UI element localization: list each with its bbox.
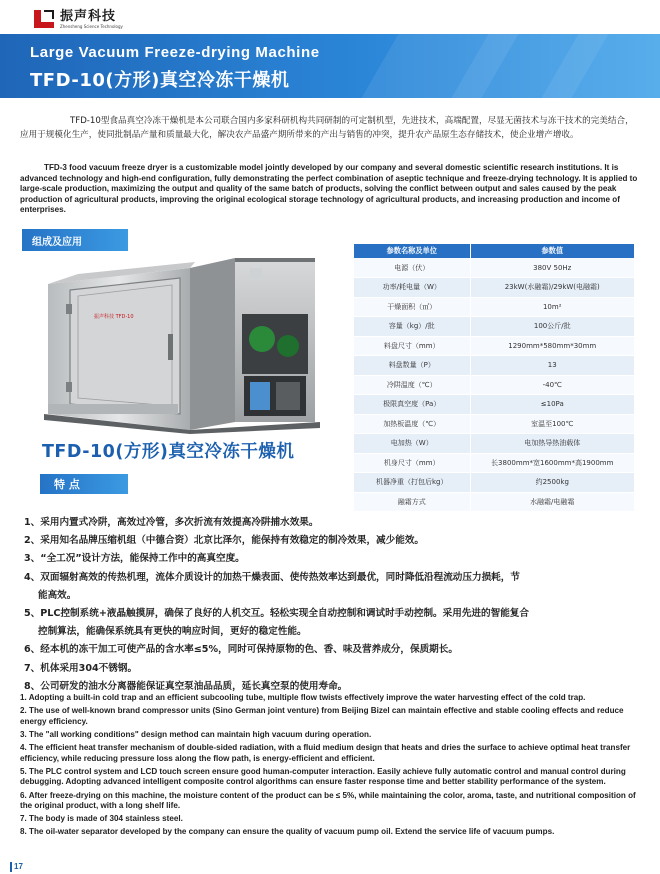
page-number: 17 <box>14 862 23 871</box>
table-row <box>354 473 634 493</box>
spec-value: 13 <box>470 356 634 376</box>
features-list-en <box>20 693 644 841</box>
section-tag-composition: 组成及应用 <box>22 229 128 251</box>
spec-param: 融霜方式 <box>354 492 470 512</box>
table-row <box>354 297 634 317</box>
feature-item-cn: 4、双面辐射高效的传热机理，流体介质设计的加热干燥表面、使传热效率达到最优，同时降低沿程流动压力损耗，节 <box>24 571 520 583</box>
spec-param: 机身尺寸（mm） <box>354 453 470 473</box>
table-row <box>354 414 634 434</box>
table-row <box>354 453 634 473</box>
table-row <box>354 336 634 356</box>
spec-header-param: 参数名称及单位 <box>354 244 470 258</box>
feature-item-en: 4. The efficient heat transfer mechanism of double-sided radiation, with a fluid medium design that heats and dries the surface to achieve optimal heat transfer efficiency, while reducing pressure loss along the flow path, is energy-efficient and efficient. <box>20 742 631 763</box>
spec-value: 100公斤/批 <box>470 317 634 337</box>
logo-name-cn: 振声科技 <box>60 8 117 24</box>
spec-param: 极限真空度（Pa） <box>354 395 470 415</box>
spec-value: 电加热导热油载体 <box>470 434 634 454</box>
spec-param: 功率/耗电量（W） <box>354 278 470 298</box>
spec-header-value: 参数值 <box>470 244 634 258</box>
feature-item-en: 8. The oil-water separator developed by the company can ensure the quality of vacuum pump oil. Extend the service life of vacuum pumps. <box>20 827 555 837</box>
model-title: TFD-10(方形)真空冷冻干燥机 <box>42 442 295 462</box>
feature-item-cn: 2、采用知名品牌压缩机组（中德合资）北京比泽尔，能保持有效稳定的制冷效果，减少能效。 <box>24 535 425 547</box>
spec-value: -40℃ <box>470 375 634 395</box>
spec-value: 380V 50Hz <box>470 258 634 278</box>
spec-value: 1290mm*580mm*30mm <box>470 336 634 356</box>
spec-header-row <box>354 244 634 258</box>
feature-item-en: 2. The use of well-known brand compressor units (Sino German joint venture) from Beijing Bizel can maintain effective and stable cooling effects and reduce energy efficiency. <box>20 706 624 726</box>
feature-item-en: 7. The body is made of 304 stainless steel. <box>20 814 183 824</box>
spec-table <box>354 244 634 512</box>
feature-item-cn: 5、PLC控制系统+液晶触摸屏，确保了良好的人机交互。轻松实现全自动控制和调试时手动控制。采用先进的智能复合 <box>24 608 529 620</box>
feature-item-cn-cont: 能高效。 <box>38 589 77 601</box>
spec-param: 干燥面积（㎡） <box>354 297 470 317</box>
feature-item-cn: 3、“全工况”设计方法，能保持工作中的高真空度。 <box>24 553 245 565</box>
feature-item-cn: 6、经本机的冻干加工可使产品的含水率≤5%，同时可保持原物的色、香、味及营养成分，保质期长。 <box>24 644 458 656</box>
features-list-cn <box>24 514 644 696</box>
spec-param: 料盘尺寸（mm） <box>354 336 470 356</box>
feature-item-en: 1. Adopting a built-in cold trap and an efficient subcooling tube, multiple flow twists effectively improve the water harvesting effect of the cold trap. <box>20 693 586 702</box>
feature-item-cn: 8、公司研发的油水分离器能保证真空泵油品品质，延长真空泵的使用寿命。 <box>24 680 348 692</box>
spec-param: 电源（伏） <box>354 258 470 278</box>
page-number-bar <box>10 862 12 872</box>
banner-title-cn: TFD-10(方形)真空冷冻干燥机 <box>30 70 290 91</box>
company-logo <box>34 6 123 32</box>
spec-param: 电加热（W） <box>354 434 470 454</box>
feature-item-cn: 7、机体采用304不锈钢。 <box>24 662 138 674</box>
freeze-dryer-machine-image <box>30 254 330 434</box>
table-row <box>354 375 634 395</box>
spec-value: 长3800mm*宽1600mm*高1900mm <box>470 453 634 473</box>
table-row <box>354 258 634 278</box>
banner-title-en: Large Vacuum Freeze-drying Machine <box>30 44 320 61</box>
table-row <box>354 434 634 454</box>
feature-item-cn: 1、采用内置式冷阱，高效过冷管，多次折流有效提高冷阱捕水效果。 <box>24 517 319 528</box>
title-banner <box>0 34 660 98</box>
spec-param: 冷阱温度（℃） <box>354 375 470 395</box>
spec-value: 水融霜/电融霜 <box>470 492 634 512</box>
feature-item-en: 5. The PLC control system and LCD touch screen ensure good human-computer interaction. Easily achieve fully automatic control and manual control during debugging. Adopting advanced intelligent composite control algorithms can ensure faster response time and better stability performance of the system. <box>20 766 626 787</box>
logo-name-en: Zhensheng Science Technology <box>60 23 123 29</box>
table-row <box>354 395 634 415</box>
spec-value: 23kW(水融霜)/29kW(电融霜) <box>470 278 634 298</box>
spec-value: ≤10Pa <box>470 395 634 415</box>
feature-item-en: 3. The "all working conditions" design method can maintain high vacuum during operation. <box>20 729 372 739</box>
spec-value: 室温至100℃ <box>470 414 634 434</box>
feature-item-cn-cont: 控制算法，能确保系统具有更快的响应时间，更好的稳定性能。 <box>38 626 307 638</box>
spec-param: 料盘数量（P） <box>354 356 470 376</box>
spec-value: 10m² <box>470 297 634 317</box>
table-row <box>354 492 634 512</box>
spec-param: 机器净重（打包后kg） <box>354 473 470 493</box>
table-row <box>354 317 634 337</box>
machine-plate-text: 振声科技 TFD-10 <box>94 314 134 320</box>
section-tag-features: 特 点 <box>40 474 128 494</box>
table-row <box>354 278 634 298</box>
spec-value: 约2500kg <box>470 473 634 493</box>
intro-paragraph-en: TFD-3 food vacuum freeze dryer is a customizable model jointly developed by our company and several domestic scientific research institutions. It is advanced technology and high-end configuration, fully demonstrating the perfect combination of aseptic technique and freeze-drying technology. It is applied to large-scale production, maximizing the output and quality of the same batch of products, solving the conflict between output and sales caused by the peak production of agricultural products, improving the original ecological storage technology of agricultural products, and increasing production and income of enterprises. <box>20 163 638 215</box>
logo-mark-icon <box>34 8 56 30</box>
feature-item-en: 6. After freeze-drying on this machine, the moisture content of the product can be ≤ 5%, while maintaining the color, aroma, taste, and nutritional composition of the original product, with a long shelf life. <box>20 790 636 811</box>
spec-param: 容量（kg）/批 <box>354 317 470 337</box>
spec-param: 加热板温度（℃） <box>354 414 470 434</box>
intro-paragraph-cn: TFD-10型食品真空冷冻干燥机是本公司联合国内多家科研机构共同研制的可定制机型，先进技术，高端配置，尽显无菌技术与冻干技术的完美结合，应用于规模化生产，使同批制品产量和质量最大化，解决农产品盛产期所带来的产出与销售的冲突，提升农产品原生态存储技术，使企业增产增收。 <box>20 116 634 140</box>
table-row <box>354 356 634 376</box>
